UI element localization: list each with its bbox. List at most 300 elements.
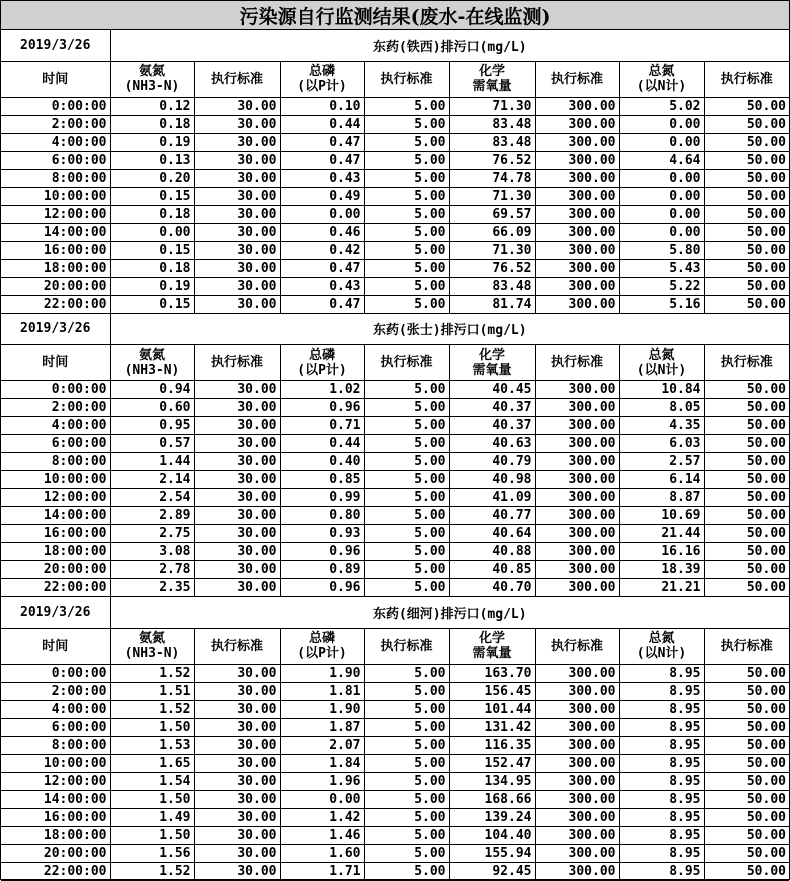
phosphorus-value: 0.44 bbox=[280, 435, 364, 453]
header-time: 时间 bbox=[1, 345, 110, 381]
ammonia-standard: 30.00 bbox=[194, 435, 280, 453]
outlet-table bbox=[1, 597, 789, 881]
nitrogen-value: 0.00 bbox=[619, 133, 704, 151]
nitrogen-value: 8.95 bbox=[619, 736, 704, 754]
phosphorus-standard: 5.00 bbox=[364, 664, 449, 682]
phosphorus-value: 1.87 bbox=[280, 718, 364, 736]
table-row bbox=[1, 259, 789, 277]
cod-value: 155.94 bbox=[449, 844, 535, 862]
time-cell: 2:00:00 bbox=[1, 115, 110, 133]
header-phosphorus-line-2: (以P计) bbox=[297, 362, 347, 378]
nitrogen-standard: 50.00 bbox=[704, 700, 789, 718]
time-cell: 18:00:00 bbox=[1, 826, 110, 844]
cod-value: 71.30 bbox=[449, 97, 535, 115]
cod-value: 134.95 bbox=[449, 772, 535, 790]
nitrogen-standard: 50.00 bbox=[704, 97, 789, 115]
phosphorus-value: 0.96 bbox=[280, 579, 364, 597]
phosphorus-standard: 5.00 bbox=[364, 736, 449, 754]
ammonia-value: 0.15 bbox=[110, 241, 194, 259]
nitrogen-standard: 50.00 bbox=[704, 259, 789, 277]
cod-standard: 300.00 bbox=[535, 772, 619, 790]
table-row bbox=[1, 223, 789, 241]
header-ammonia-line-2: (NH3-N) bbox=[124, 79, 180, 94]
table-row bbox=[1, 772, 789, 790]
phosphorus-standard: 5.00 bbox=[364, 507, 449, 525]
nitrogen-value: 4.64 bbox=[619, 151, 704, 169]
nitrogen-value: 18.39 bbox=[619, 561, 704, 579]
header-nitrogen-line-2: (以N计) bbox=[636, 646, 687, 661]
cod-value: 168.66 bbox=[449, 790, 535, 808]
phosphorus-value: 0.96 bbox=[280, 399, 364, 417]
cod-standard: 300.00 bbox=[535, 399, 619, 417]
ammonia-value: 0.15 bbox=[110, 295, 194, 313]
phosphorus-value: 0.47 bbox=[280, 151, 364, 169]
cod-standard: 300.00 bbox=[535, 169, 619, 187]
header-cod-line-2: 需氧量 bbox=[472, 362, 512, 378]
cod-standard: 300.00 bbox=[535, 187, 619, 205]
header-standard: 执行标准 bbox=[364, 61, 449, 97]
cod-value: 71.30 bbox=[449, 187, 535, 205]
nitrogen-standard: 50.00 bbox=[704, 736, 789, 754]
cod-value: 40.79 bbox=[449, 453, 535, 471]
ammonia-value: 1.52 bbox=[110, 664, 194, 682]
ammonia-standard: 30.00 bbox=[194, 754, 280, 772]
ammonia-standard: 30.00 bbox=[194, 664, 280, 682]
ammonia-standard: 30.00 bbox=[194, 790, 280, 808]
ammonia-value: 0.00 bbox=[110, 223, 194, 241]
cod-value: 69.57 bbox=[449, 205, 535, 223]
nitrogen-value: 8.95 bbox=[619, 700, 704, 718]
header-standard: 执行标准 bbox=[535, 628, 619, 664]
nitrogen-standard: 50.00 bbox=[704, 664, 789, 682]
ammonia-standard: 30.00 bbox=[194, 223, 280, 241]
time-cell: 22:00:00 bbox=[1, 862, 110, 880]
table-row bbox=[1, 525, 789, 543]
ammonia-value: 0.18 bbox=[110, 205, 194, 223]
nitrogen-standard: 50.00 bbox=[704, 772, 789, 790]
phosphorus-value: 2.07 bbox=[280, 736, 364, 754]
time-cell: 14:00:00 bbox=[1, 790, 110, 808]
nitrogen-standard: 50.00 bbox=[704, 295, 789, 313]
ammonia-value: 1.52 bbox=[110, 862, 194, 880]
header-phosphorus-line-2: (以P计) bbox=[297, 646, 347, 661]
nitrogen-standard: 50.00 bbox=[704, 471, 789, 489]
phosphorus-standard: 5.00 bbox=[364, 97, 449, 115]
ammonia-standard: 30.00 bbox=[194, 241, 280, 259]
nitrogen-standard: 50.00 bbox=[704, 579, 789, 597]
nitrogen-value: 8.87 bbox=[619, 489, 704, 507]
ammonia-value: 1.54 bbox=[110, 772, 194, 790]
header-ammonia-line-1: 氨氮 bbox=[138, 347, 165, 363]
header-time: 时间 bbox=[1, 61, 110, 97]
ammonia-value: 1.44 bbox=[110, 453, 194, 471]
cod-value: 40.37 bbox=[449, 399, 535, 417]
nitrogen-standard: 50.00 bbox=[704, 525, 789, 543]
phosphorus-value: 0.40 bbox=[280, 453, 364, 471]
nitrogen-standard: 50.00 bbox=[704, 241, 789, 259]
time-cell: 8:00:00 bbox=[1, 169, 110, 187]
header-nitrogen-line-1: 总氮 bbox=[648, 347, 675, 363]
header-ammonia-line-2: (NH3-N) bbox=[124, 362, 180, 378]
phosphorus-value: 1.60 bbox=[280, 844, 364, 862]
phosphorus-standard: 5.00 bbox=[364, 489, 449, 507]
nitrogen-standard: 50.00 bbox=[704, 187, 789, 205]
ammonia-value: 2.54 bbox=[110, 489, 194, 507]
nitrogen-value: 21.21 bbox=[619, 579, 704, 597]
ammonia-value: 1.50 bbox=[110, 790, 194, 808]
table-row bbox=[1, 489, 789, 507]
time-cell: 0:00:00 bbox=[1, 664, 110, 682]
cod-standard: 300.00 bbox=[535, 381, 619, 399]
phosphorus-value: 0.71 bbox=[280, 417, 364, 435]
ammonia-standard: 30.00 bbox=[194, 115, 280, 133]
time-cell: 0:00:00 bbox=[1, 97, 110, 115]
ammonia-value: 0.19 bbox=[110, 133, 194, 151]
cod-value: 40.70 bbox=[449, 579, 535, 597]
cod-value: 76.52 bbox=[449, 151, 535, 169]
phosphorus-value: 0.46 bbox=[280, 223, 364, 241]
cod-standard: 300.00 bbox=[535, 471, 619, 489]
cod-standard: 300.00 bbox=[535, 844, 619, 862]
cod-standard: 300.00 bbox=[535, 507, 619, 525]
nitrogen-standard: 50.00 bbox=[704, 489, 789, 507]
phosphorus-value: 0.80 bbox=[280, 507, 364, 525]
ammonia-value: 2.89 bbox=[110, 507, 194, 525]
nitrogen-standard: 50.00 bbox=[704, 435, 789, 453]
phosphorus-standard: 5.00 bbox=[364, 453, 449, 471]
ammonia-value: 2.35 bbox=[110, 579, 194, 597]
time-cell: 6:00:00 bbox=[1, 151, 110, 169]
nitrogen-value: 0.00 bbox=[619, 223, 704, 241]
table-row bbox=[1, 399, 789, 417]
ammonia-standard: 30.00 bbox=[194, 682, 280, 700]
column-header-row bbox=[1, 345, 789, 381]
cod-value: 66.09 bbox=[449, 223, 535, 241]
table-row bbox=[1, 169, 789, 187]
nitrogen-value: 8.05 bbox=[619, 399, 704, 417]
cod-standard: 300.00 bbox=[535, 826, 619, 844]
cod-value: 40.63 bbox=[449, 435, 535, 453]
phosphorus-standard: 5.00 bbox=[364, 223, 449, 241]
ammonia-value: 2.14 bbox=[110, 471, 194, 489]
cod-value: 40.45 bbox=[449, 381, 535, 399]
table-row bbox=[1, 97, 789, 115]
outlet-name: 东药(铁西)排污口(mg/L) bbox=[110, 30, 789, 61]
nitrogen-standard: 50.00 bbox=[704, 169, 789, 187]
nitrogen-standard: 50.00 bbox=[704, 223, 789, 241]
ammonia-value: 1.49 bbox=[110, 808, 194, 826]
header-ammonia-line-1: 氨氮 bbox=[138, 64, 165, 79]
table-row bbox=[1, 543, 789, 561]
cod-value: 40.64 bbox=[449, 525, 535, 543]
cod-value: 40.88 bbox=[449, 543, 535, 561]
ammonia-standard: 30.00 bbox=[194, 844, 280, 862]
header-ammonia-line-2: (NH3-N) bbox=[124, 646, 180, 661]
ammonia-value: 0.57 bbox=[110, 435, 194, 453]
nitrogen-standard: 50.00 bbox=[704, 453, 789, 471]
nitrogen-value: 5.80 bbox=[619, 241, 704, 259]
table-row bbox=[1, 844, 789, 862]
cod-standard: 300.00 bbox=[535, 151, 619, 169]
ammonia-standard: 30.00 bbox=[194, 862, 280, 880]
cod-value: 74.78 bbox=[449, 169, 535, 187]
header-standard: 执行标准 bbox=[364, 345, 449, 381]
phosphorus-standard: 5.00 bbox=[364, 205, 449, 223]
nitrogen-value: 5.43 bbox=[619, 259, 704, 277]
header-phosphorus-line-2: (以P计) bbox=[297, 79, 347, 94]
time-cell: 0:00:00 bbox=[1, 381, 110, 399]
header-ammonia bbox=[110, 61, 194, 97]
outlet-table bbox=[1, 314, 789, 598]
ammonia-value: 0.18 bbox=[110, 259, 194, 277]
phosphorus-standard: 5.00 bbox=[364, 682, 449, 700]
phosphorus-standard: 5.00 bbox=[364, 259, 449, 277]
header-cod bbox=[449, 345, 535, 381]
header-standard: 执行标准 bbox=[704, 628, 789, 664]
cod-standard: 300.00 bbox=[535, 97, 619, 115]
table-row bbox=[1, 664, 789, 682]
cod-value: 101.44 bbox=[449, 700, 535, 718]
header-standard: 执行标准 bbox=[194, 628, 280, 664]
phosphorus-standard: 5.00 bbox=[364, 844, 449, 862]
cod-standard: 300.00 bbox=[535, 754, 619, 772]
nitrogen-standard: 50.00 bbox=[704, 133, 789, 151]
cod-standard: 300.00 bbox=[535, 259, 619, 277]
cod-value: 104.40 bbox=[449, 826, 535, 844]
ammonia-value: 3.08 bbox=[110, 543, 194, 561]
phosphorus-standard: 5.00 bbox=[364, 826, 449, 844]
phosphorus-standard: 5.00 bbox=[364, 241, 449, 259]
cod-standard: 300.00 bbox=[535, 277, 619, 295]
cod-standard: 300.00 bbox=[535, 682, 619, 700]
header-standard: 执行标准 bbox=[535, 61, 619, 97]
ammonia-value: 0.19 bbox=[110, 277, 194, 295]
nitrogen-standard: 50.00 bbox=[704, 790, 789, 808]
table-row bbox=[1, 435, 789, 453]
phosphorus-value: 0.47 bbox=[280, 259, 364, 277]
table-row bbox=[1, 790, 789, 808]
time-cell: 18:00:00 bbox=[1, 259, 110, 277]
table-row bbox=[1, 453, 789, 471]
cod-standard: 300.00 bbox=[535, 205, 619, 223]
phosphorus-standard: 5.00 bbox=[364, 277, 449, 295]
cod-value: 40.98 bbox=[449, 471, 535, 489]
time-cell: 6:00:00 bbox=[1, 718, 110, 736]
header-standard: 执行标准 bbox=[364, 628, 449, 664]
header-nitrogen-line-2: (以N计) bbox=[636, 79, 687, 94]
ammonia-standard: 30.00 bbox=[194, 133, 280, 151]
ammonia-standard: 30.00 bbox=[194, 151, 280, 169]
cod-value: 92.45 bbox=[449, 862, 535, 880]
header-phosphorus bbox=[280, 628, 364, 664]
cod-standard: 300.00 bbox=[535, 489, 619, 507]
phosphorus-value: 0.44 bbox=[280, 115, 364, 133]
nitrogen-standard: 50.00 bbox=[704, 808, 789, 826]
nitrogen-standard: 50.00 bbox=[704, 507, 789, 525]
time-cell: 8:00:00 bbox=[1, 736, 110, 754]
phosphorus-standard: 5.00 bbox=[364, 471, 449, 489]
ammonia-value: 1.50 bbox=[110, 826, 194, 844]
table-row bbox=[1, 295, 789, 313]
column-header-row bbox=[1, 61, 789, 97]
phosphorus-standard: 5.00 bbox=[364, 525, 449, 543]
cod-value: 71.30 bbox=[449, 241, 535, 259]
cod-standard: 300.00 bbox=[535, 115, 619, 133]
cod-standard: 300.00 bbox=[535, 223, 619, 241]
time-cell: 12:00:00 bbox=[1, 489, 110, 507]
nitrogen-value: 8.95 bbox=[619, 718, 704, 736]
ammonia-standard: 30.00 bbox=[194, 736, 280, 754]
table-row bbox=[1, 736, 789, 754]
table-row bbox=[1, 277, 789, 295]
ammonia-standard: 30.00 bbox=[194, 187, 280, 205]
header-time: 时间 bbox=[1, 628, 110, 664]
table-row bbox=[1, 381, 789, 399]
phosphorus-value: 0.47 bbox=[280, 133, 364, 151]
phosphorus-standard: 5.00 bbox=[364, 772, 449, 790]
phosphorus-value: 0.47 bbox=[280, 295, 364, 313]
nitrogen-value: 5.02 bbox=[619, 97, 704, 115]
nitrogen-value: 0.00 bbox=[619, 115, 704, 133]
header-cod-line-1: 化学 bbox=[478, 64, 505, 79]
phosphorus-standard: 5.00 bbox=[364, 151, 449, 169]
ammonia-standard: 30.00 bbox=[194, 489, 280, 507]
nitrogen-value: 8.95 bbox=[619, 862, 704, 880]
time-cell: 22:00:00 bbox=[1, 579, 110, 597]
phosphorus-standard: 5.00 bbox=[364, 115, 449, 133]
ammonia-standard: 30.00 bbox=[194, 700, 280, 718]
table-row bbox=[1, 241, 789, 259]
ammonia-value: 2.78 bbox=[110, 561, 194, 579]
ammonia-standard: 30.00 bbox=[194, 826, 280, 844]
report-title: 污染源自行监测结果(废水-在线监测) bbox=[1, 0, 789, 30]
cod-value: 40.77 bbox=[449, 507, 535, 525]
cod-standard: 300.00 bbox=[535, 790, 619, 808]
phosphorus-standard: 5.00 bbox=[364, 700, 449, 718]
ammonia-standard: 30.00 bbox=[194, 471, 280, 489]
ammonia-standard: 30.00 bbox=[194, 277, 280, 295]
phosphorus-standard: 5.00 bbox=[364, 561, 449, 579]
phosphorus-value: 0.96 bbox=[280, 543, 364, 561]
header-standard: 执行标准 bbox=[704, 345, 789, 381]
ammonia-standard: 30.00 bbox=[194, 579, 280, 597]
table-row bbox=[1, 151, 789, 169]
cod-value: 40.85 bbox=[449, 561, 535, 579]
nitrogen-value: 2.57 bbox=[619, 453, 704, 471]
time-cell: 14:00:00 bbox=[1, 223, 110, 241]
nitrogen-standard: 50.00 bbox=[704, 718, 789, 736]
table-row bbox=[1, 579, 789, 597]
header-cod bbox=[449, 628, 535, 664]
nitrogen-standard: 50.00 bbox=[704, 826, 789, 844]
phosphorus-standard: 5.00 bbox=[364, 169, 449, 187]
cod-value: 83.48 bbox=[449, 115, 535, 133]
phosphorus-value: 0.43 bbox=[280, 169, 364, 187]
ammonia-value: 0.20 bbox=[110, 169, 194, 187]
outlet-header-row bbox=[1, 30, 789, 61]
time-cell: 16:00:00 bbox=[1, 808, 110, 826]
ammonia-standard: 30.00 bbox=[194, 97, 280, 115]
ammonia-standard: 30.00 bbox=[194, 772, 280, 790]
cod-value: 152.47 bbox=[449, 754, 535, 772]
nitrogen-standard: 50.00 bbox=[704, 682, 789, 700]
cod-standard: 300.00 bbox=[535, 417, 619, 435]
phosphorus-value: 0.10 bbox=[280, 97, 364, 115]
phosphorus-value: 0.85 bbox=[280, 471, 364, 489]
ammonia-value: 1.65 bbox=[110, 754, 194, 772]
nitrogen-standard: 50.00 bbox=[704, 862, 789, 880]
phosphorus-value: 0.99 bbox=[280, 489, 364, 507]
report-date: 2019/3/26 bbox=[1, 30, 110, 61]
nitrogen-standard: 50.00 bbox=[704, 399, 789, 417]
cod-value: 139.24 bbox=[449, 808, 535, 826]
nitrogen-value: 6.14 bbox=[619, 471, 704, 489]
phosphorus-value: 1.96 bbox=[280, 772, 364, 790]
nitrogen-value: 0.00 bbox=[619, 205, 704, 223]
header-standard: 执行标准 bbox=[704, 61, 789, 97]
phosphorus-value: 1.42 bbox=[280, 808, 364, 826]
phosphorus-standard: 5.00 bbox=[364, 133, 449, 151]
ammonia-standard: 30.00 bbox=[194, 718, 280, 736]
cod-value: 83.48 bbox=[449, 133, 535, 151]
cod-standard: 300.00 bbox=[535, 700, 619, 718]
ammonia-standard: 30.00 bbox=[194, 295, 280, 313]
cod-standard: 300.00 bbox=[535, 561, 619, 579]
ammonia-value: 0.18 bbox=[110, 115, 194, 133]
header-cod-line-1: 化学 bbox=[478, 347, 505, 363]
phosphorus-value: 0.43 bbox=[280, 277, 364, 295]
time-cell: 2:00:00 bbox=[1, 399, 110, 417]
ammonia-value: 0.60 bbox=[110, 399, 194, 417]
nitrogen-standard: 50.00 bbox=[704, 381, 789, 399]
time-cell: 10:00:00 bbox=[1, 754, 110, 772]
ammonia-value: 2.75 bbox=[110, 525, 194, 543]
table-row bbox=[1, 754, 789, 772]
phosphorus-value: 1.90 bbox=[280, 700, 364, 718]
table-row bbox=[1, 700, 789, 718]
phosphorus-standard: 5.00 bbox=[364, 399, 449, 417]
phosphorus-standard: 5.00 bbox=[364, 790, 449, 808]
header-nitrogen-line-1: 总氮 bbox=[648, 64, 675, 79]
phosphorus-standard: 5.00 bbox=[364, 187, 449, 205]
phosphorus-standard: 5.00 bbox=[364, 381, 449, 399]
phosphorus-standard: 5.00 bbox=[364, 579, 449, 597]
phosphorus-value: 0.00 bbox=[280, 205, 364, 223]
report-date: 2019/3/26 bbox=[1, 597, 110, 628]
report-date: 2019/3/26 bbox=[1, 314, 110, 345]
ammonia-value: 1.52 bbox=[110, 700, 194, 718]
phosphorus-value: 1.84 bbox=[280, 754, 364, 772]
nitrogen-value: 8.95 bbox=[619, 790, 704, 808]
ammonia-standard: 30.00 bbox=[194, 525, 280, 543]
nitrogen-value: 5.16 bbox=[619, 295, 704, 313]
ammonia-value: 1.53 bbox=[110, 736, 194, 754]
nitrogen-value: 21.44 bbox=[619, 525, 704, 543]
cod-standard: 300.00 bbox=[535, 736, 619, 754]
header-phosphorus-line-1: 总磷 bbox=[308, 347, 335, 363]
ammonia-standard: 30.00 bbox=[194, 507, 280, 525]
outlet-name: 东药(细河)排污口(mg/L) bbox=[110, 597, 789, 628]
ammonia-standard: 30.00 bbox=[194, 259, 280, 277]
ammonia-value: 0.94 bbox=[110, 381, 194, 399]
time-cell: 4:00:00 bbox=[1, 700, 110, 718]
time-cell: 20:00:00 bbox=[1, 277, 110, 295]
nitrogen-standard: 50.00 bbox=[704, 561, 789, 579]
header-cod-line-2: 需氧量 bbox=[472, 79, 512, 94]
cod-value: 76.52 bbox=[449, 259, 535, 277]
time-cell: 22:00:00 bbox=[1, 295, 110, 313]
cod-value: 83.48 bbox=[449, 277, 535, 295]
